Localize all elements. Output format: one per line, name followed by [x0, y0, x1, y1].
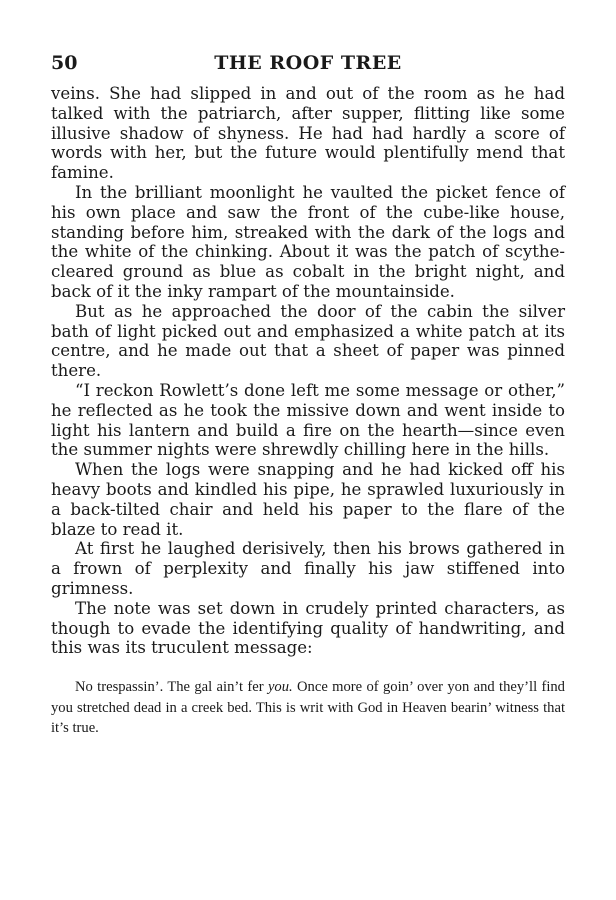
note-text-end: Once more of goin’ over yon and they’ll find you stretched dead in a creek bed. This is writ with God in Heaven bearin’ witness that it’s true. — [51, 679, 565, 737]
threatening-note — [51, 677, 565, 739]
paragraph: When the logs were snapping and he had kicked off his heavy boots and kindled his pipe, he sprawled luxuriously in a back-tilted chair and held his paper to the flare of the blaze to read it. — [51, 460, 565, 539]
paragraph: But as he approached the door of the cabin the silver bath of light picked out and emphasized a white patch at its centre, and he made out that a sheet of paper was pinned there. — [51, 301, 565, 381]
book-page — [51, 52, 565, 739]
page-number: 50 — [51, 52, 78, 74]
paragraph: “I reckon Rowlett’s done left me some message or other,” he reflected as he took the missive down and went inside to light his lantern and build a fire on the hearth—since even the summer nights were shrewdly chilling here in the hills. — [51, 380, 565, 460]
paragraph: At first he laughed derisively, then his brows gathered in a frown of perplexity and finally his jaw stiffened into grimness. — [51, 539, 565, 598]
note-emphasis: you. — [267, 679, 293, 696]
page-header — [51, 52, 565, 80]
paragraph: The note was set down in crudely printed characters, as though to evade the identifying quality of handwriting, and this was its truculent message: — [51, 598, 565, 658]
note-text-start: No trespassin’. The gal ain’t fer — [75, 679, 268, 696]
body-text — [51, 84, 565, 658]
paragraph: In the brilliant moonlight he vaulted the picket fence of his own place and saw the front of the cube-like house, standing before him, streaked with the dark of the logs and the white of the chinking. About it was the patch of scythe-cleared ground as blue as cobalt in the bright night, and back of it the inky rampart of the mountainside. — [51, 182, 565, 301]
running-title: THE ROOF TREE — [214, 52, 402, 74]
note-text — [51, 677, 565, 739]
paragraph: veins. She had slipped in and out of the room as he had talked with the patriarch, after supper, flitting like some illusive shadow of shyness. He had had hardly a score of words with her, but the future would plentifully mend that famine. — [51, 84, 565, 183]
